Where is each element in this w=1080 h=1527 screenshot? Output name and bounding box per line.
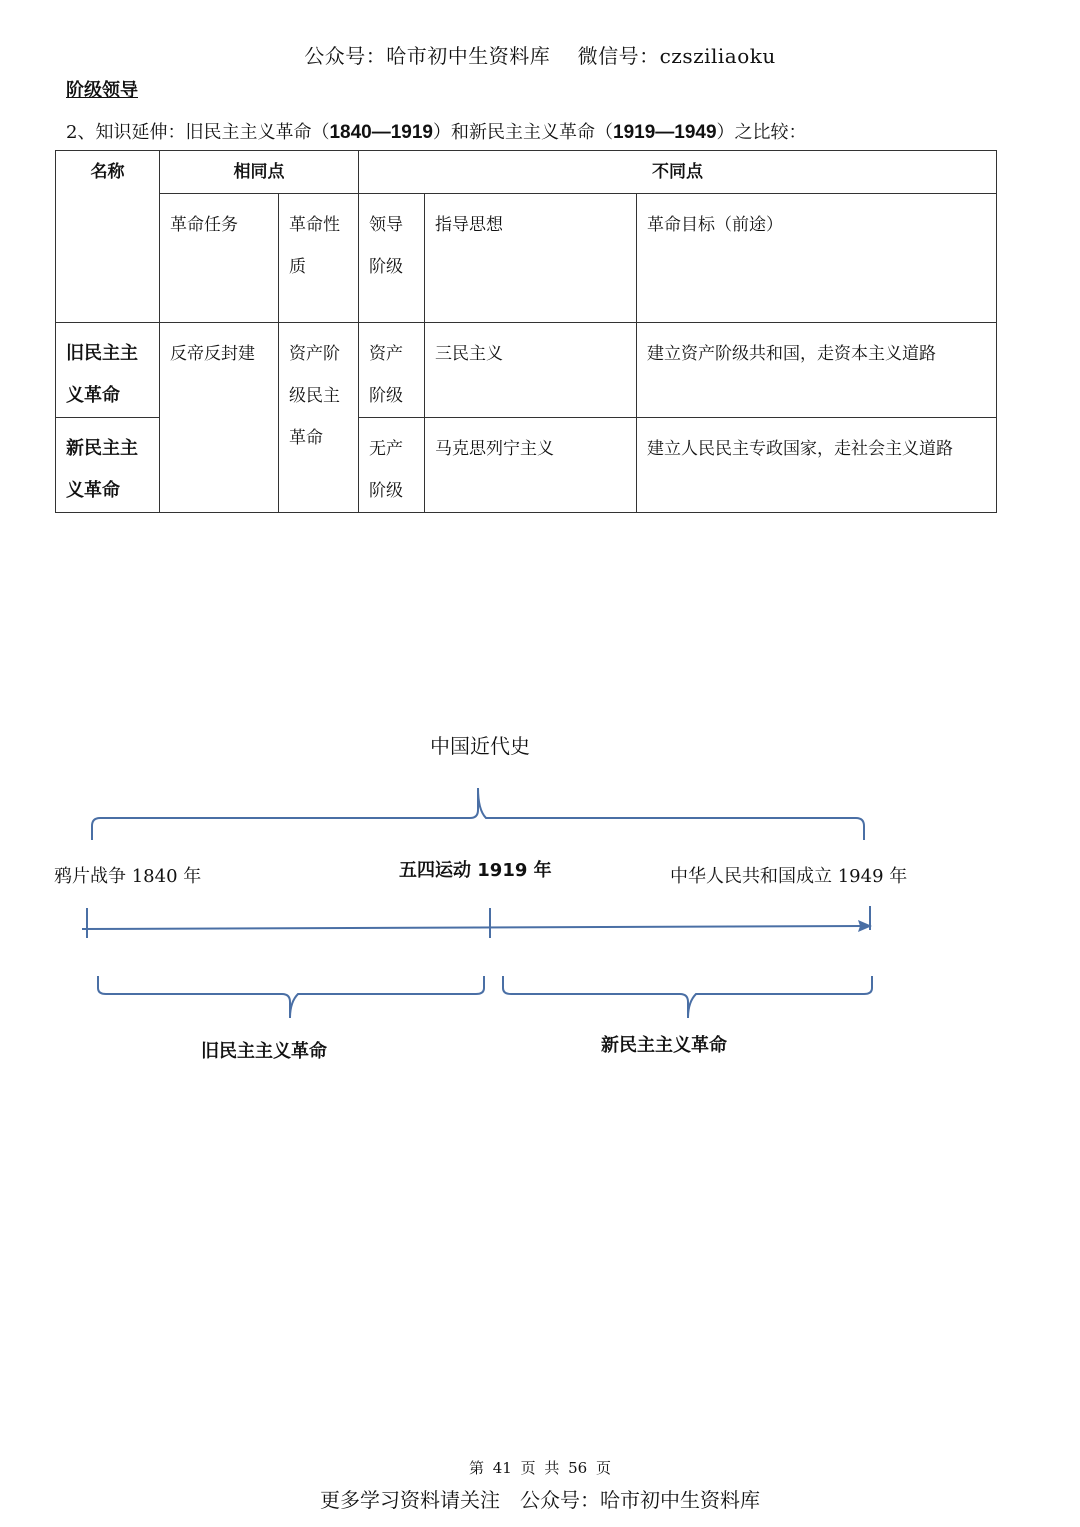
page-footer: 更多学习资料请关注 公众号：哈市初中生资料库 — [320, 1488, 760, 1512]
page-number: 第 41 页 共 56 页 — [468, 1459, 611, 1477]
page-header: 公众号：哈市初中生资料库 微信号：czsziliaoku — [304, 44, 776, 68]
header-name: 名称 — [56, 151, 160, 323]
row-name-new: 新民主主义革命 — [56, 418, 160, 513]
timeline-title: 中国近代史 — [430, 734, 530, 758]
subheader-goal: 革命目标（前途） — [637, 194, 997, 323]
row-leader-old: 资产阶级 — [359, 323, 425, 418]
row-goal-old: 建立资产阶级共和国，走资本主义道路 — [637, 323, 997, 418]
section-title: 阶级领导 — [66, 80, 138, 101]
row-name-old: 旧民主主义革命 — [56, 323, 160, 418]
header-same: 相同点 — [160, 151, 359, 194]
shared-task: 反帝反封建 — [160, 323, 279, 513]
intro-suffix: ）之比较： — [716, 122, 807, 143]
period-old-label: 旧民主主义革命 — [201, 1041, 327, 1062]
subheader-leader: 领导阶级 — [359, 194, 425, 323]
intro-range-2: 1919—1949 — [613, 122, 717, 143]
subheader-nature: 革命性质 — [279, 194, 359, 323]
subheader-task: 革命任务 — [160, 194, 279, 323]
brace-new — [503, 976, 872, 1018]
timeline-start-label: 鸦片战争 1840 年 — [54, 866, 202, 887]
intro-range-1: 1840—1919 — [329, 122, 433, 143]
timeline-end-label: 中华人民共和国成立 1949 年 — [670, 866, 908, 887]
row-ideology-old: 三民主义 — [425, 323, 637, 418]
subheader-ideology: 指导思想 — [425, 194, 637, 323]
timeline-middle-label: 五四运动 1919 年 — [399, 860, 552, 881]
intro-prefix: 2、知识延伸：旧民主主义革命（ — [66, 122, 330, 143]
shared-nature: 资产阶级民主革命 — [279, 323, 359, 513]
intro-mid: ）和新民主主义革命（ — [433, 122, 613, 143]
row-goal-new: 建立人民民主专政国家，走社会主义道路 — [637, 418, 997, 513]
header-diff: 不同点 — [359, 151, 997, 194]
top-brace — [92, 788, 864, 840]
row-leader-new: 无产阶级 — [359, 418, 425, 513]
timeline-axis — [82, 926, 866, 929]
row-ideology-new: 马克思列宁主义 — [425, 418, 637, 513]
period-new-label: 新民主主义革命 — [601, 1035, 727, 1056]
brace-old — [98, 976, 484, 1018]
